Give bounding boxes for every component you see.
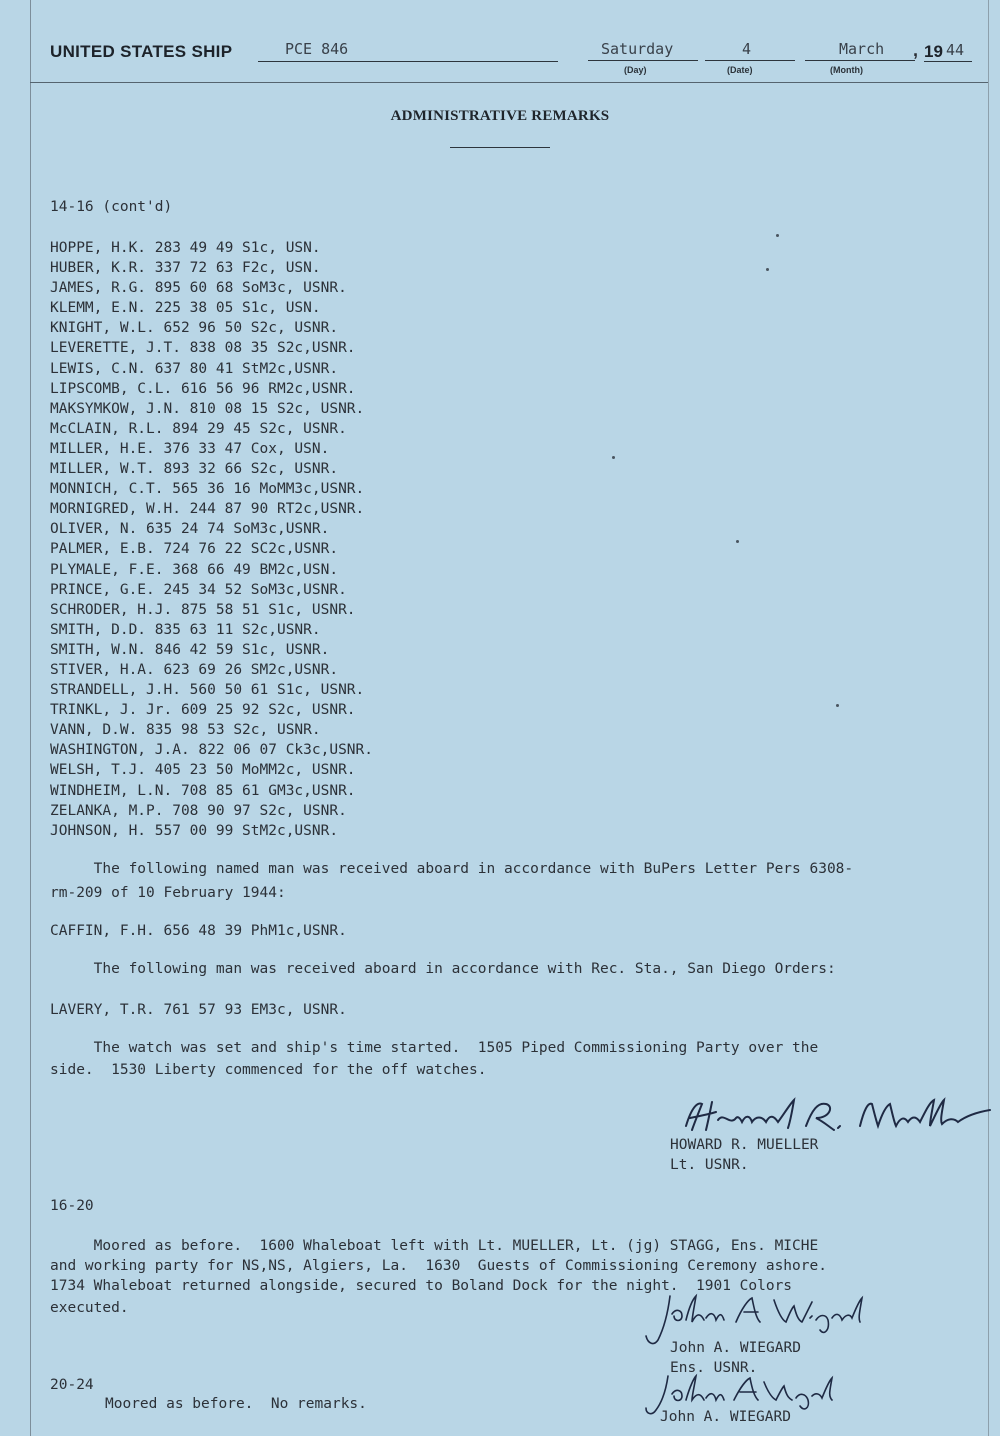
header-divider <box>30 82 988 83</box>
crew-entry: McCLAIN, R.L. 894 29 45 S2c, USNR. <box>50 420 347 437</box>
crew-entry: LIPSCOMB, C.L. 616 56 96 RM2c,USNR. <box>50 380 356 397</box>
date-value: 4 <box>742 40 752 58</box>
crew-entry: VANN, D.W. 835 98 53 S2c, USNR. <box>50 722 321 739</box>
watch-label: 16-20 <box>50 1198 94 1214</box>
received-entry: CAFFIN, F.H. 656 48 39 PhM1c,USNR. <box>50 923 347 939</box>
crew-entry: MILLER, W.T. 893 32 66 S2c, USNR. <box>50 461 339 478</box>
year-underline <box>924 61 972 62</box>
signer-name: John A. WIEGARD <box>660 1409 791 1425</box>
crew-entry: WASHINGTON, J.A. 822 06 07 Ck3c,USNR. <box>50 742 374 759</box>
paper-speck <box>736 540 739 543</box>
paragraph-line: The watch was set and ship's time started. 1505 Piped Commissioning Party over the <box>50 1040 819 1056</box>
crew-entry: LEVERETTE, J.T. 838 08 35 S2c,USNR. <box>50 340 356 357</box>
date-underline <box>705 60 795 61</box>
crew-entry: MONNICH, C.T. 565 36 16 MoMM3c,USNR. <box>50 481 365 498</box>
crew-entry: JOHNSON, H. 557 00 99 StM2c,USNR. <box>50 822 339 839</box>
crew-entry: STRANDELL, J.H. 560 50 61 S1c, USNR. <box>50 682 365 699</box>
crew-entry: TRINKL, J. Jr. 609 25 92 S2c, USNR. <box>50 702 356 719</box>
paragraph-line: The following man was received aboard in accordance with Rec. Sta., San Diego Orders: <box>50 961 836 977</box>
day-underline <box>588 60 698 61</box>
crew-entry: HUBER, K.R. 337 72 63 F2c, USN. <box>50 260 321 277</box>
crew-entry: PLYMALE, F.E. 368 66 49 BM2c,USN. <box>50 561 339 578</box>
crew-list <box>50 238 373 841</box>
paragraph-line: executed. <box>50 1300 129 1316</box>
crew-entry: WINDHEIM, L.N. 708 85 61 GM3c,USNR. <box>50 782 356 799</box>
ship-underline <box>258 61 558 62</box>
received-entry: LAVERY, T.R. 761 57 93 EM3c, USNR. <box>50 1002 347 1018</box>
paragraph-line: Moored as before. No remarks. <box>105 1396 367 1412</box>
crew-entry: ZELANKA, M.P. 708 90 97 S2c, USNR. <box>50 802 347 819</box>
crew-entry: LEWIS, C.N. 637 80 41 StM2c,USNR. <box>50 360 339 377</box>
year-suffix: 44 <box>946 41 965 59</box>
signature-mueller <box>678 1096 993 1138</box>
crew-entry: PRINCE, G.E. 245 34 52 SoM3c,USNR. <box>50 581 347 598</box>
page-margin-line <box>988 0 989 1436</box>
header-comma: , <box>913 40 919 60</box>
ship-name: PCE 846 <box>285 40 349 58</box>
month-value: March <box>839 40 885 58</box>
crew-entry: JAMES, R.G. 895 60 68 SoM3c, USNR. <box>50 280 347 297</box>
page-margin-line <box>30 0 31 1436</box>
watch-label: 14-16 (cont'd) <box>50 199 173 215</box>
crew-entry: SCHRODER, H.J. 875 58 51 S1c, USNR. <box>50 601 356 618</box>
signer-name: John A. WIEGARD <box>670 1340 801 1356</box>
paragraph-line: The following named man was received aboard in accordance with BuPers Letter Pers 6308- <box>50 861 854 877</box>
signer-rank: Ens. USNR. <box>670 1360 758 1376</box>
paper-speck <box>766 268 769 271</box>
crew-entry: MILLER, H.E. 376 33 47 Cox, USN. <box>50 440 330 457</box>
signer-rank: Lt. USNR. <box>670 1157 749 1173</box>
crew-entry: KLEMM, E.N. 225 38 05 S1c, USN. <box>50 300 321 317</box>
crew-entry: MORNIGRED, W.H. 244 87 90 RT2c,USNR. <box>50 501 365 518</box>
crew-entry: KNIGHT, W.L. 652 96 50 S2c, USNR. <box>50 320 339 337</box>
crew-entry: SMITH, W.N. 846 42 59 S1c, USNR. <box>50 641 330 658</box>
paper-speck <box>776 234 779 237</box>
ship-label: UNITED STATES SHIP <box>50 42 233 61</box>
year-prefix: 19 <box>924 42 943 61</box>
paragraph-line: 1734 Whaleboat returned alongside, secured to Boland Dock for the night. 1901 Colors <box>50 1278 793 1294</box>
day-caption: (Day) <box>624 65 647 75</box>
month-underline <box>805 60 915 61</box>
paragraph-line: side. 1530 Liberty commenced for the off watches. <box>50 1062 487 1078</box>
crew-entry: HOPPE, H.K. 283 49 49 S1c, USN. <box>50 240 321 256</box>
crew-entry: MAKSYMKOW, J.N. 810 08 15 S2c, USNR. <box>50 400 365 417</box>
watch-label: 20-24 <box>50 1377 94 1393</box>
page-title: ADMINISTRATIVE REMARKS <box>390 108 610 124</box>
paragraph-line: rm-209 of 10 February 1944: <box>50 885 286 901</box>
crew-entry: SMITH, D.D. 835 63 11 S2c,USNR. <box>50 621 321 638</box>
day-value: Saturday <box>601 40 674 58</box>
month-caption: (Month) <box>830 65 863 75</box>
paragraph-line: Moored as before. 1600 Whaleboat left with Lt. MUELLER, Lt. (jg) STAGG, Ens. MICHE <box>50 1238 819 1254</box>
title-underline <box>450 147 550 148</box>
crew-entry: OLIVER, N. 635 24 74 SoM3c,USNR. <box>50 521 330 538</box>
crew-entry: PALMER, E.B. 724 76 22 SC2c,USNR. <box>50 541 339 558</box>
crew-entry: WELSH, T.J. 405 23 50 MoMM2c, USNR. <box>50 762 356 779</box>
crew-entry: STIVER, H.A. 623 69 26 SM2c,USNR. <box>50 661 339 678</box>
date-caption: (Date) <box>727 65 753 75</box>
paragraph-line: and working party for NS,NS, Algiers, La. 1630 Guests of Commissioning Ceremony ashore. <box>50 1258 827 1274</box>
paper-speck <box>612 456 615 459</box>
paper-speck <box>836 704 839 707</box>
signer-name: HOWARD R. MUELLER <box>670 1137 819 1153</box>
